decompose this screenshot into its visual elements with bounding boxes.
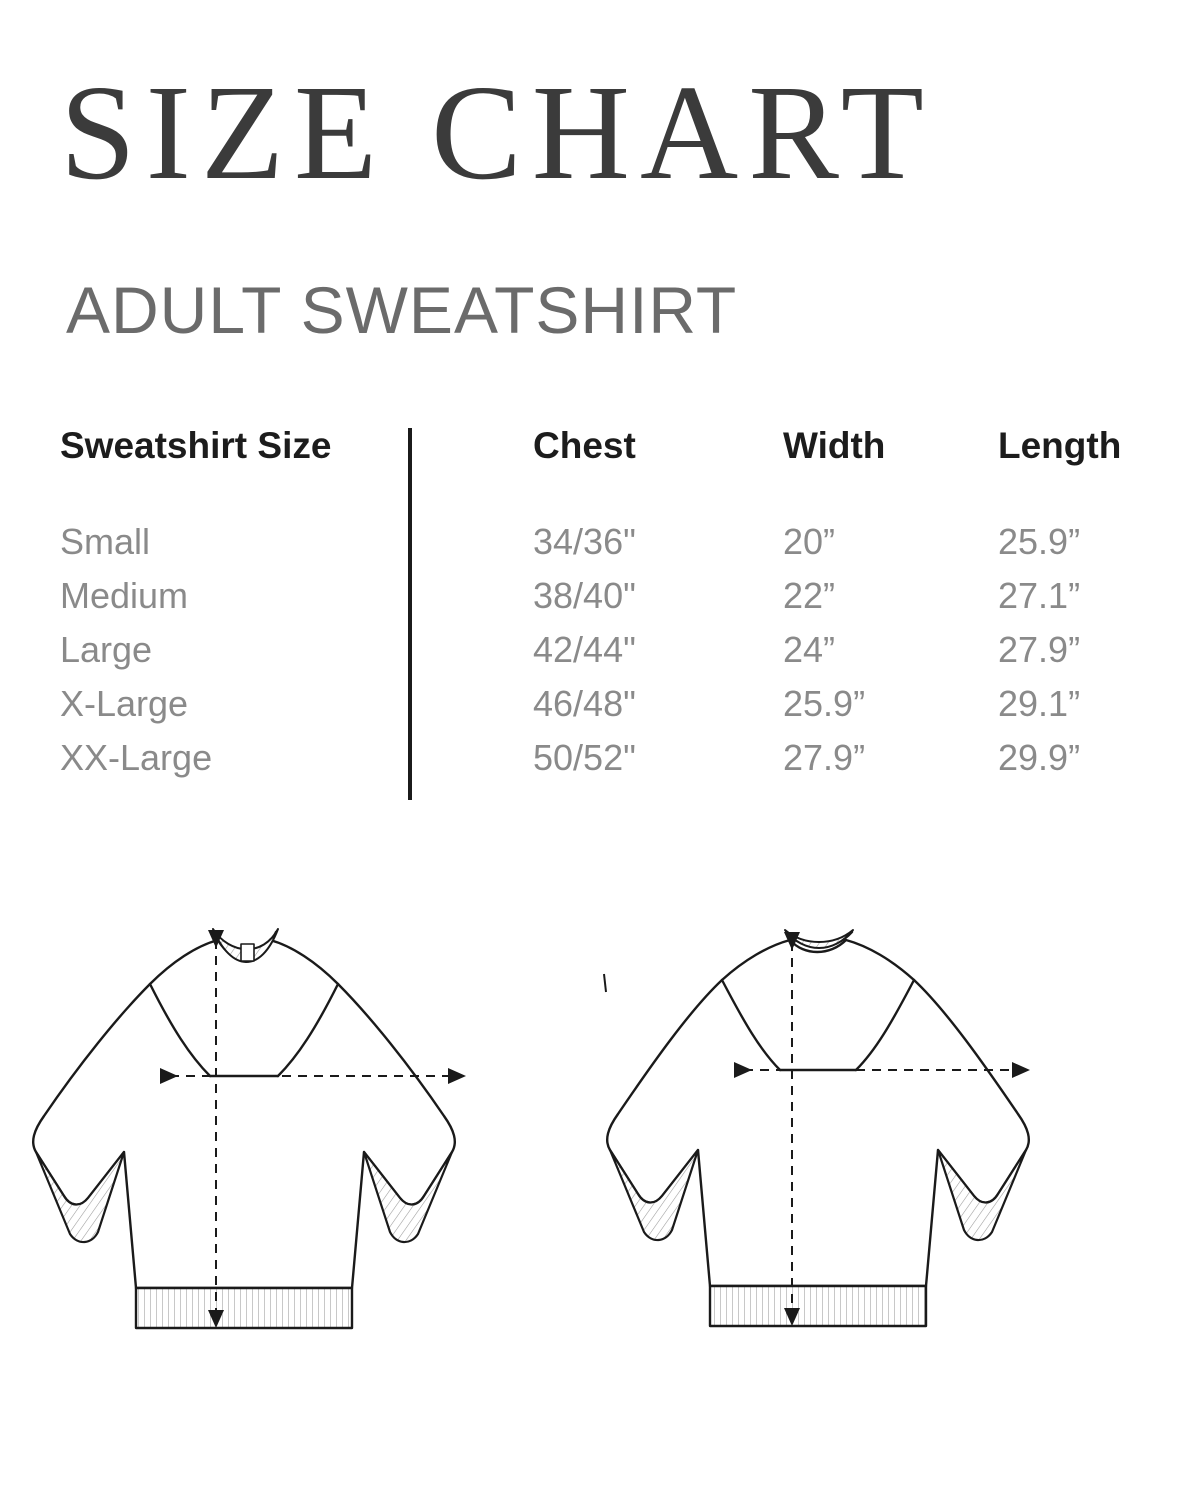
sweatshirt-front-view xyxy=(33,929,455,1328)
stray-mark xyxy=(604,974,606,992)
column-header-width: Width xyxy=(783,425,886,466)
column-header-length: Length xyxy=(998,425,1122,466)
page-subtitle: ADULT SWEATSHIRT xyxy=(66,273,738,347)
cell-length: 27.9” xyxy=(998,629,1081,670)
cell-size: XX-Large xyxy=(60,737,213,778)
cell-chest: 46/48" xyxy=(533,683,636,724)
cell-size: Small xyxy=(60,521,151,562)
sweatshirt-illustrations xyxy=(0,880,1200,1350)
table-row xyxy=(60,681,1200,735)
column-header-size: Sweatshirt Size xyxy=(60,425,332,466)
cell-length: 27.1” xyxy=(998,575,1081,616)
size-table-container xyxy=(60,425,1160,789)
cell-length: 25.9” xyxy=(998,521,1081,562)
cell-width: 27.9” xyxy=(783,737,866,778)
table-row xyxy=(60,573,1200,627)
cell-width: 22” xyxy=(783,575,836,616)
cell-chest: 38/40" xyxy=(533,575,636,616)
table-row xyxy=(60,735,1200,789)
page-title: SIZE CHART xyxy=(60,58,934,208)
cell-length: 29.9” xyxy=(998,737,1081,778)
cell-chest: 42/44" xyxy=(533,629,636,670)
cell-size: Medium xyxy=(60,575,189,616)
sweatshirt-diagram-svg xyxy=(0,880,1200,1350)
neck-label-icon xyxy=(241,944,254,961)
table-row xyxy=(60,627,1200,681)
cell-size: Large xyxy=(60,629,153,670)
cell-length: 29.1” xyxy=(998,683,1081,724)
sweatshirt-back-view xyxy=(607,930,1029,1326)
cell-chest: 34/36" xyxy=(533,521,636,562)
cell-width: 25.9” xyxy=(783,683,866,724)
cell-size: X-Large xyxy=(60,683,189,724)
table-row xyxy=(60,519,1200,573)
column-header-chest: Chest xyxy=(533,425,636,466)
cell-chest: 50/52" xyxy=(533,737,636,778)
cell-width: 24” xyxy=(783,629,836,670)
table-header-row xyxy=(60,425,1200,519)
cell-width: 20” xyxy=(783,521,836,562)
size-table xyxy=(60,425,1200,789)
